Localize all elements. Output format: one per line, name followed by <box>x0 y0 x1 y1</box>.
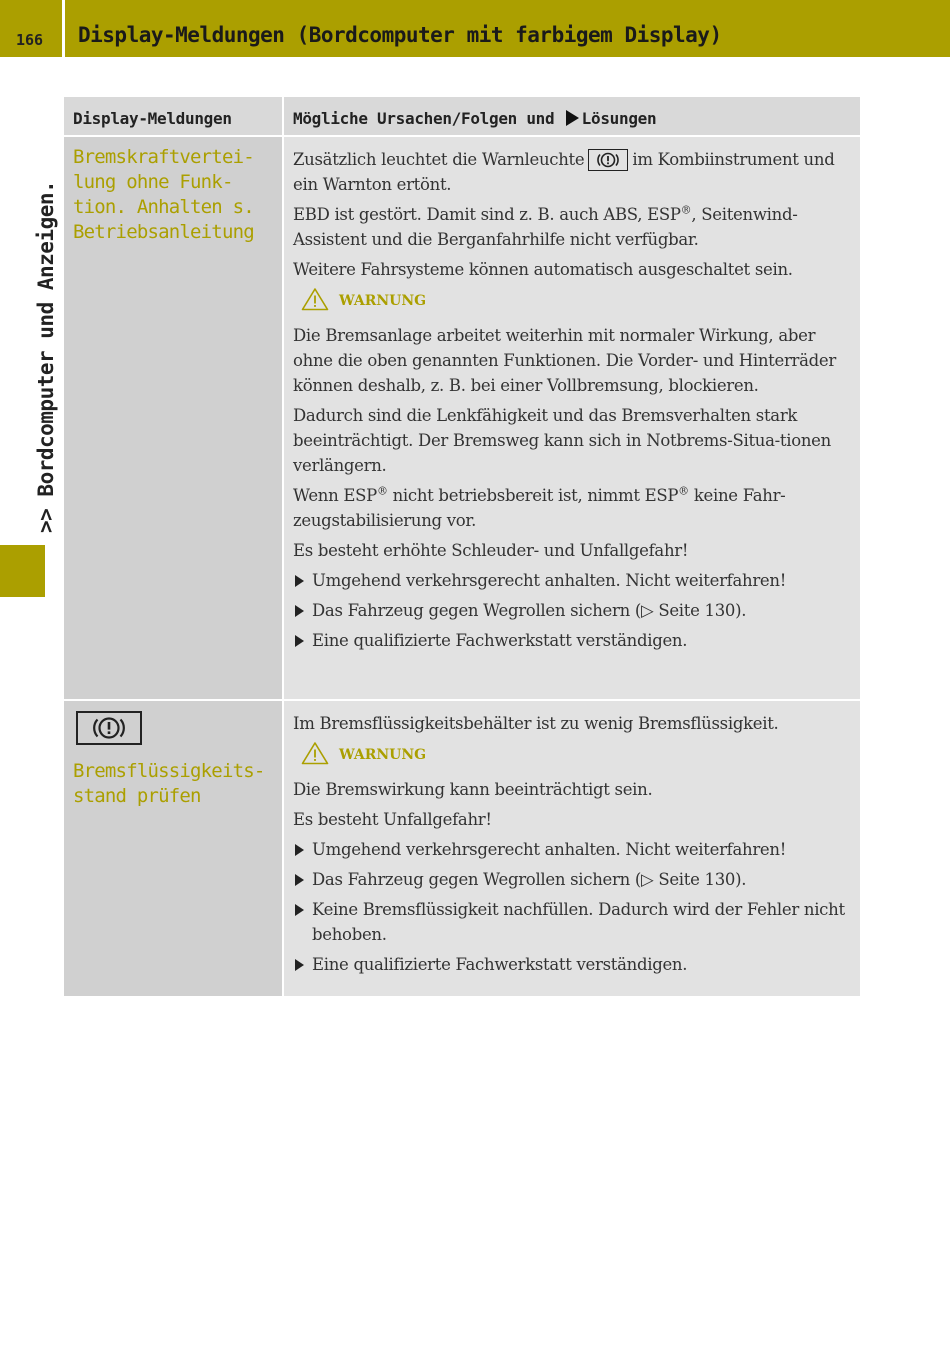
bullet-text: Umgehend verkehrsgerecht anhalten. Nicht weiterfahren! <box>312 840 787 859</box>
message-table <box>64 97 860 998</box>
causes-cell <box>282 137 860 699</box>
section-label: >> Bordcomputer und Anzeigen. <box>34 180 58 533</box>
text-paragraph <box>293 202 854 252</box>
column-header-causes-text: Mögliche Ursachen/Folgen und <box>293 109 555 128</box>
table-header <box>64 97 860 137</box>
bullet-arrow-icon <box>295 575 304 587</box>
text-paragraph: Weitere Fahrsysteme können automatisch ausgeschaltet sein. <box>293 260 793 279</box>
warning-triangle-icon <box>301 741 329 769</box>
text-fragment: Zusätzlich leuchtet die Warnleuchte <box>293 150 585 169</box>
page-number: 166 <box>16 31 44 49</box>
bullet-arrow-icon <box>295 959 304 971</box>
side-tab-marker <box>0 545 45 597</box>
text-fragment: , Seitenwind-Assistent und die Berganfahrhilfe nicht verfügbar. <box>293 205 798 249</box>
display-message: Bremskraftvertei- lung ohne Funk- tion. Anhalten s. Betriebsanleitung <box>73 146 254 243</box>
bullet-arrow-icon <box>295 844 304 856</box>
brake-warning-icon <box>588 149 628 171</box>
action-bullet <box>293 867 854 892</box>
bullet-text: Eine qualifizierte Fachwerkstatt verständigen. <box>312 955 688 974</box>
bullet-arrow-icon <box>295 874 304 886</box>
bullet-arrow-icon <box>295 904 304 916</box>
display-message-cell <box>64 701 282 996</box>
causes-cell <box>282 701 860 996</box>
action-bullet <box>293 628 854 653</box>
action-bullet <box>293 897 854 947</box>
warning-label: WARNUNG <box>339 293 427 309</box>
warning-triangle-icon <box>301 287 329 315</box>
bullet-text: Keine Bremsflüssigkeit nachfüllen. Dadurch wird der Fehler nicht behoben. <box>312 900 845 944</box>
display-message-cell <box>64 137 282 699</box>
header-divider <box>62 0 65 57</box>
text-paragraph: Es besteht Unfallgefahr! <box>293 810 492 829</box>
bullet-text: Umgehend verkehrsgerecht anhalten. Nicht weiterfahren! <box>312 571 787 590</box>
bullet-text: Das Fahrzeug gegen Wegrollen sichern (▷ Seite 130). <box>312 870 747 889</box>
column-header-solutions-text: Lösungen <box>581 109 657 128</box>
text-paragraph <box>293 147 854 197</box>
text-fragment: nicht betriebsbereit ist, nimmt ESP <box>387 486 679 505</box>
warning-heading <box>301 741 854 769</box>
warning-heading <box>301 287 854 315</box>
play-arrow-icon <box>566 110 579 126</box>
action-bullet <box>293 952 854 977</box>
table-row <box>64 701 860 998</box>
text-paragraph: Es besteht erhöhte Schleuder- und Unfallgefahr! <box>293 541 689 560</box>
action-bullet <box>293 837 854 862</box>
bullet-text: Eine qualifizierte Fachwerkstatt verständigen. <box>312 631 688 650</box>
display-message: Bremsflüssigkeits- stand prüfen <box>73 760 265 807</box>
registered-mark: ® <box>680 203 692 217</box>
text-paragraph: Die Bremsanlage arbeitet weiterhin mit normaler Wirkung, aber ohne die oben genannten Funktionen. Die Vorder- und Hinterräder können deshalb, z. B. bei einer Vollbremsung, blockieren. <box>293 326 836 395</box>
action-bullet <box>293 598 854 623</box>
bullet-arrow-icon <box>295 605 304 617</box>
text-fragment: im Kombiinstrument und ein Warnton ertönt. <box>293 150 835 194</box>
text-fragment: Wenn ESP <box>293 486 377 505</box>
text-fragment: keine Fahr-zeugstabilisierung vor. <box>293 486 786 530</box>
registered-mark: ® <box>376 484 388 498</box>
registered-mark: ® <box>678 484 689 498</box>
text-fragment: EBD ist gestört. Damit sind z. B. auch ABS, ESP <box>293 205 681 224</box>
warning-label: WARNUNG <box>339 747 427 763</box>
text-paragraph: Die Bremswirkung kann beeinträchtigt sein. <box>293 780 653 799</box>
action-bullet <box>293 568 854 593</box>
column-header-causes <box>282 97 860 135</box>
text-paragraph: Dadurch sind die Lenkfähigkeit und das Bremsverhalten stark beeinträchtigt. Der Bremsweg kann sich in Notbrems-Situa-tionen verlängern. <box>293 406 831 475</box>
page-title: Display-Meldungen (Bordcomputer mit farbigem Display) <box>78 23 722 47</box>
text-paragraph: Im Bremsflüssigkeitsbehälter ist zu wenig Bremsflüssigkeit. <box>293 714 779 733</box>
bullet-arrow-icon <box>295 635 304 647</box>
text-paragraph <box>293 483 854 533</box>
column-header-display-messages: Display-Meldungen <box>73 109 232 128</box>
brake-warning-icon <box>76 711 142 745</box>
table-row <box>64 137 860 701</box>
bullet-text: Das Fahrzeug gegen Wegrollen sichern (▷ Seite 130). <box>312 601 747 620</box>
